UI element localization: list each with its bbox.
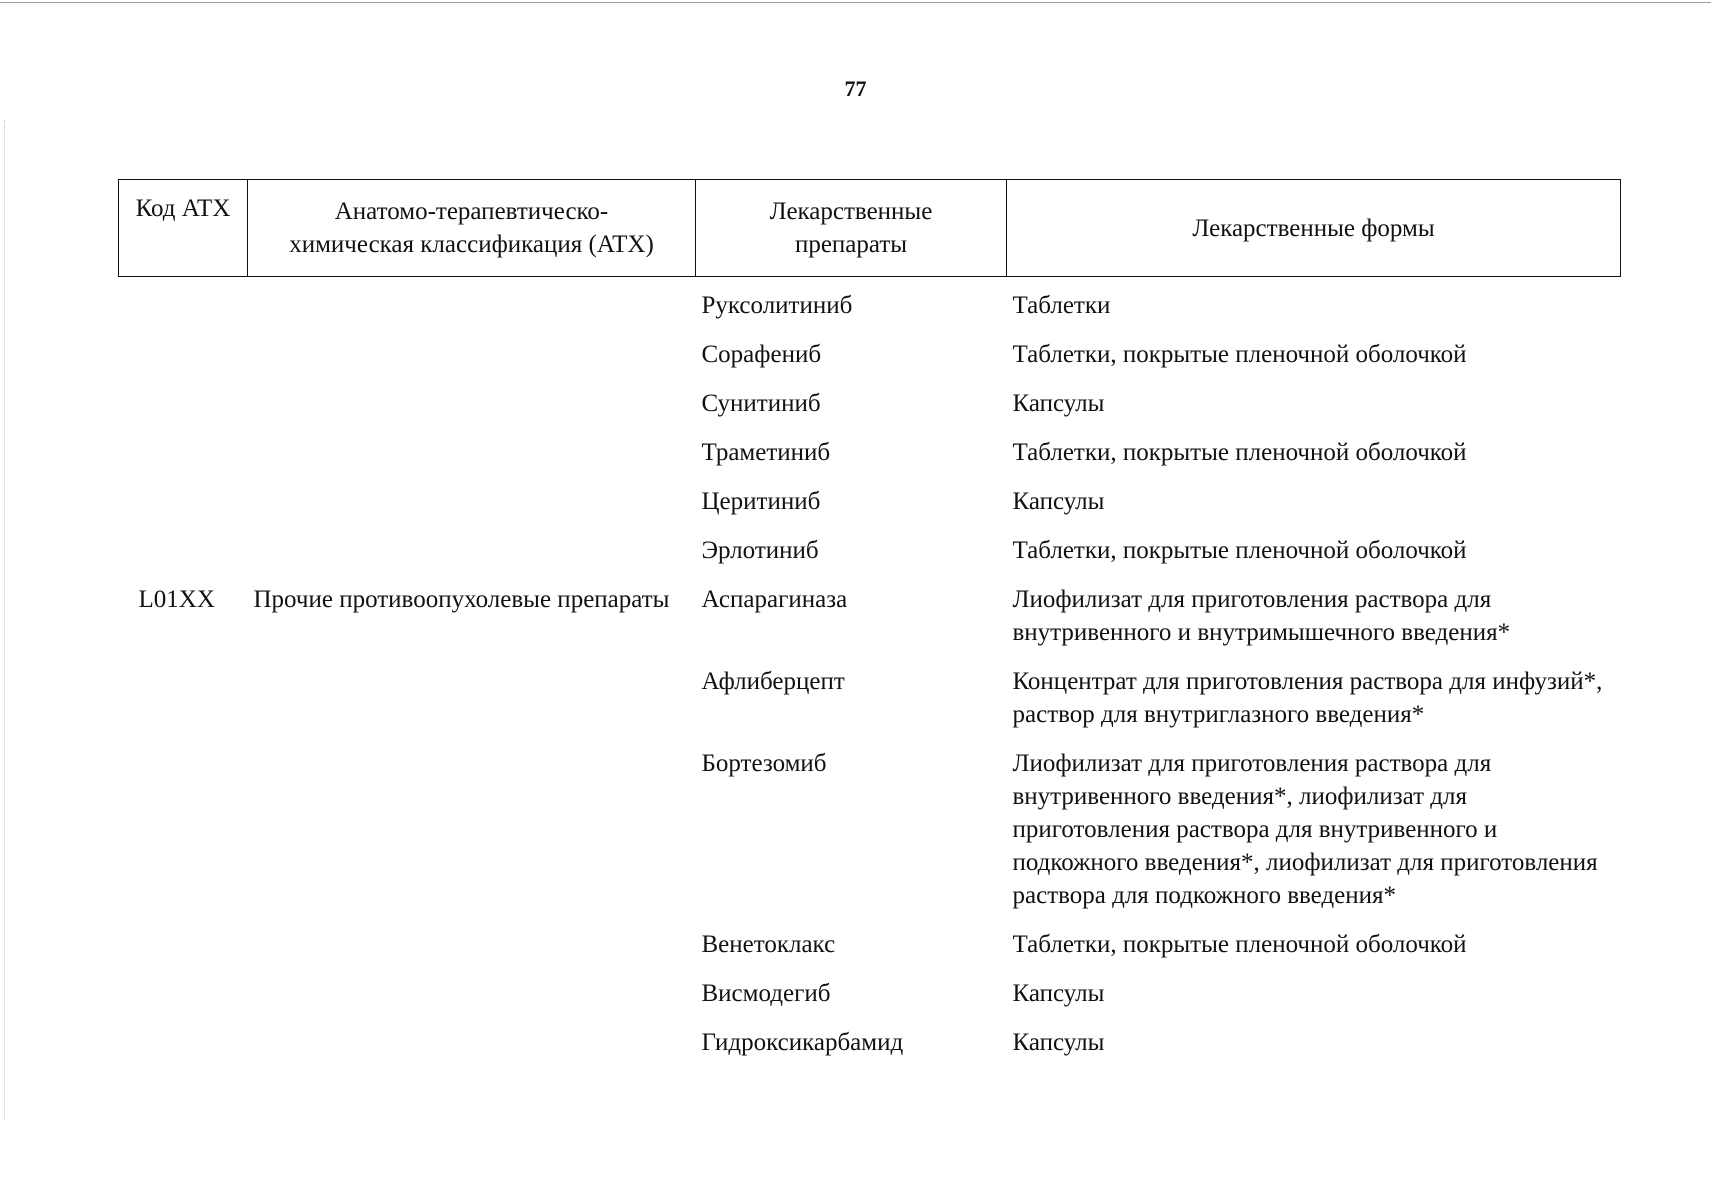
cell-drug-name: Церитиниб bbox=[701, 488, 821, 515]
table-row bbox=[119, 277, 1621, 339]
table-row bbox=[119, 534, 1621, 583]
cell-atx-code bbox=[119, 436, 248, 485]
cell-drug-name: Бортезомиб bbox=[701, 750, 827, 777]
cell-classification bbox=[248, 747, 696, 928]
cell-dosage-form: Таблетки bbox=[1012, 292, 1111, 319]
cell-drug-name: Афлиберцепт bbox=[701, 668, 845, 695]
cell-dosage-form: Лиофилизат для приготовления раствора для внутривенного введения*, лиофилизат для приготовления раствора для внутривенного и подкожного введения*, лиофилизат для приготовления раствора для подкожного введения* bbox=[1012, 750, 1598, 909]
scan-top-border bbox=[0, 2, 1711, 3]
header-classification bbox=[248, 180, 696, 277]
cell-classification bbox=[248, 338, 696, 387]
cell-classification bbox=[248, 928, 696, 977]
cell-drug-name: Траметиниб bbox=[701, 439, 831, 466]
cell-drug-name: Аспарагиназа bbox=[701, 586, 848, 613]
cell-atx-code bbox=[119, 485, 248, 534]
scan-left-edge bbox=[4, 120, 6, 1120]
cell-drug-name: Сунитиниб bbox=[701, 390, 821, 417]
cell-atx-code bbox=[119, 338, 248, 387]
cell-atx-code bbox=[119, 747, 248, 928]
cell-dosage-form: Капсулы bbox=[1012, 980, 1105, 1007]
header-drugs-line1: Лекарственные bbox=[769, 198, 933, 225]
cell-dosage-form: Лиофилизат для приготовления раствора для внутривенного и внутримышечного введения* bbox=[1012, 586, 1511, 646]
cell-atx-code bbox=[119, 665, 248, 747]
table-header bbox=[119, 180, 1621, 277]
cell-dosage-form: Капсулы bbox=[1012, 390, 1105, 417]
cell-atx-code bbox=[119, 277, 248, 339]
header-drugs-line2: препараты bbox=[794, 231, 908, 258]
cell-dosage-form: Таблетки, покрытые пленочной оболочкой bbox=[1012, 439, 1467, 466]
cell-dosage-form: Концентрат для приготовления раствора для инфузий*, раствор для внутриглазного введения* bbox=[1012, 668, 1603, 728]
header-drugs bbox=[696, 180, 1007, 277]
cell-dosage-form: Капсулы bbox=[1012, 488, 1105, 515]
page-number: 77 bbox=[844, 76, 867, 101]
cell-dosage-form: Таблетки, покрытые пленочной оболочкой bbox=[1012, 537, 1467, 564]
table-row bbox=[119, 665, 1621, 747]
cell-drug-name: Гидроксикарбамид bbox=[701, 1029, 904, 1056]
cell-drug-name: Венетоклакс bbox=[701, 931, 836, 958]
cell-atx-code bbox=[119, 534, 248, 583]
cell-drug-name: Висмодегиб bbox=[701, 980, 831, 1007]
cell-atx-code bbox=[119, 928, 248, 977]
header-code: Код ATX bbox=[119, 180, 248, 277]
cell-classification bbox=[248, 1026, 696, 1075]
table-row bbox=[119, 338, 1621, 387]
table-row bbox=[119, 1026, 1621, 1075]
cell-classification bbox=[248, 436, 696, 485]
cell-classification bbox=[248, 534, 696, 583]
table-row bbox=[119, 747, 1621, 928]
cell-classification bbox=[248, 665, 696, 747]
cell-drug-name: Руксолитиниб bbox=[701, 292, 853, 319]
table-body bbox=[119, 277, 1621, 1076]
table-row bbox=[119, 485, 1621, 534]
cell-dosage-form: Таблетки, покрытые пленочной оболочкой bbox=[1012, 931, 1467, 958]
table-row bbox=[119, 977, 1621, 1026]
table-row bbox=[119, 928, 1621, 977]
cell-atx-code bbox=[119, 1026, 248, 1075]
cell-classification bbox=[248, 485, 696, 534]
table-row bbox=[119, 436, 1621, 485]
cell-drug-name: Эрлотиниб bbox=[701, 537, 819, 564]
table-row bbox=[119, 583, 1621, 665]
cell-atx-code bbox=[119, 977, 248, 1026]
header-classification-line1: Анатомо-терапевтическо- bbox=[334, 198, 609, 225]
cell-atx-code: L01XX bbox=[138, 586, 215, 613]
cell-classification bbox=[248, 977, 696, 1026]
atx-drug-table bbox=[118, 179, 1621, 1075]
cell-atx-code bbox=[119, 387, 248, 436]
table-row bbox=[119, 387, 1621, 436]
cell-drug-name: Сорафениб bbox=[701, 341, 822, 368]
cell-classification: Прочие противоопухолевые препараты bbox=[253, 586, 670, 613]
header-forms: Лекарственные формы bbox=[1007, 180, 1621, 277]
cell-dosage-form: Капсулы bbox=[1012, 1029, 1105, 1056]
header-classification-line2: химическая классификация (ATX) bbox=[289, 231, 654, 258]
cell-dosage-form: Таблетки, покрытые пленочной оболочкой bbox=[1012, 341, 1467, 368]
cell-classification bbox=[248, 387, 696, 436]
cell-classification bbox=[248, 277, 696, 339]
